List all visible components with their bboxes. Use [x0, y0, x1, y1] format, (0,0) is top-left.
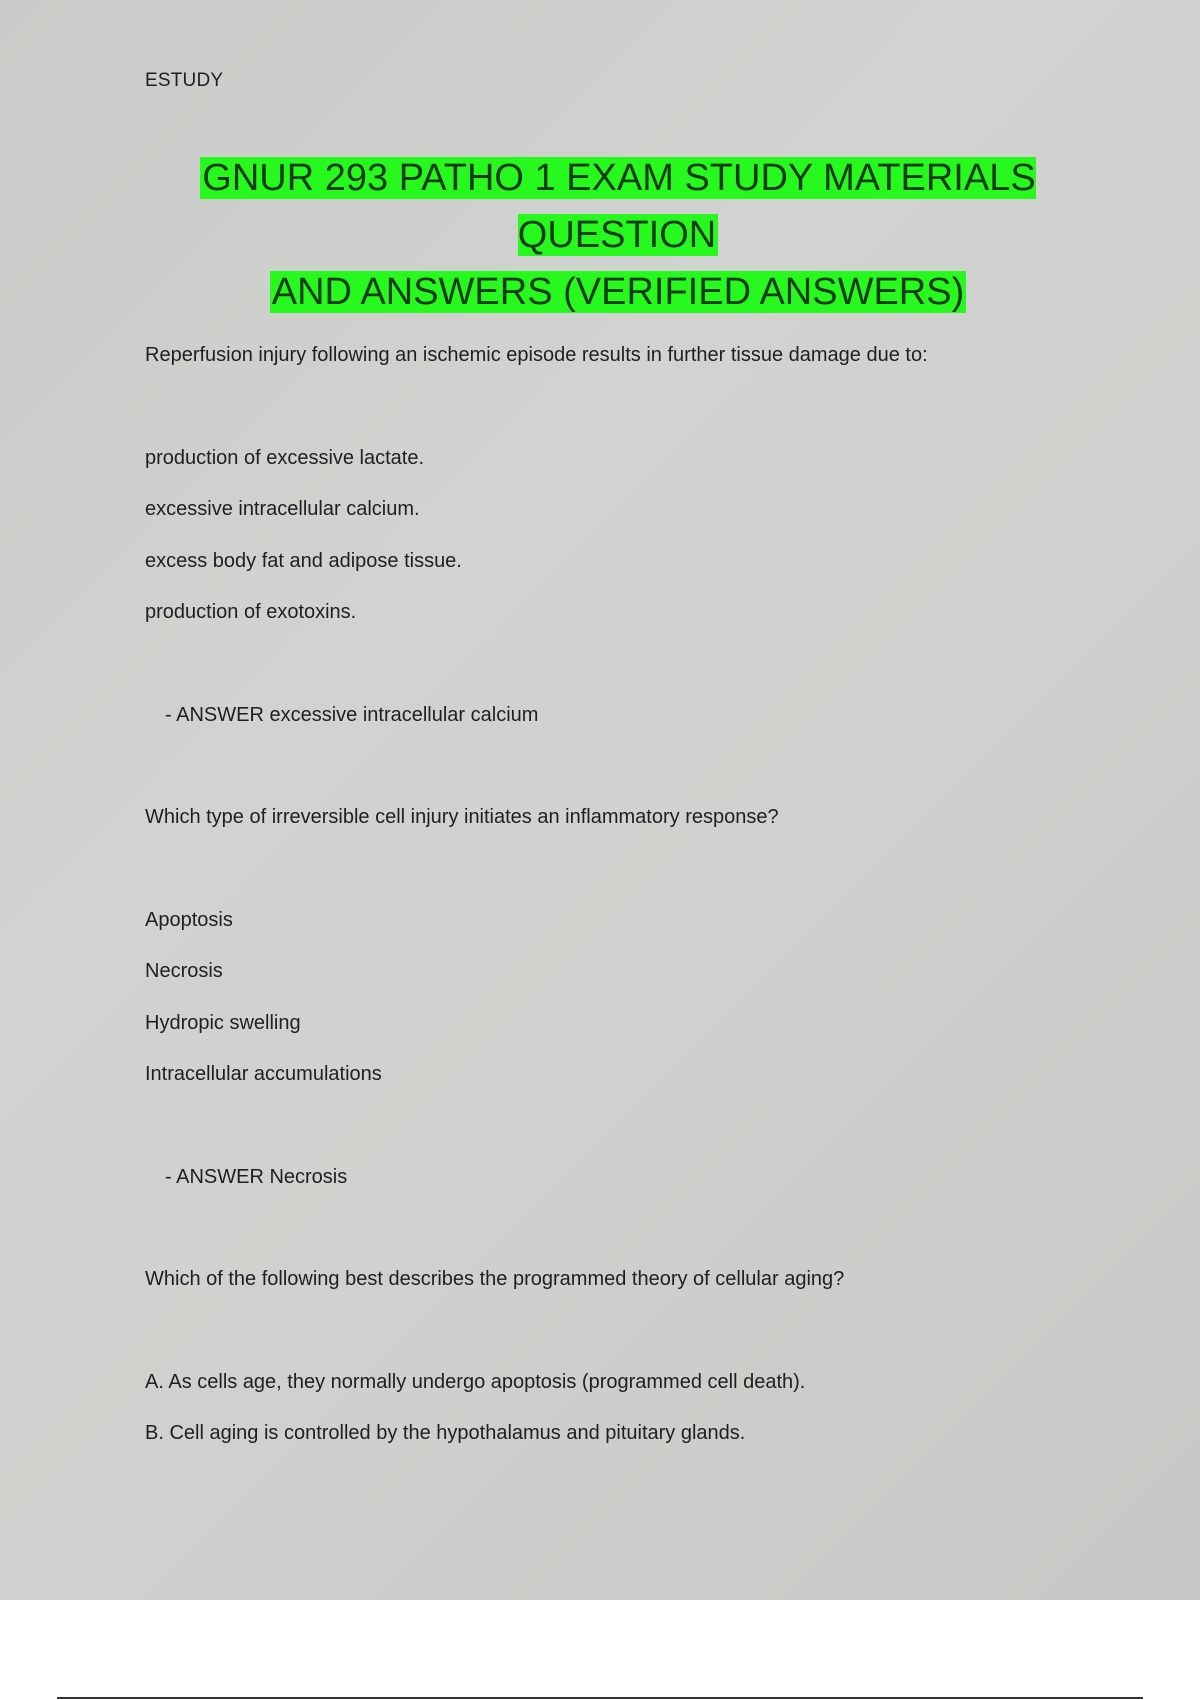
question-3-text: Which of the following best describes the programmed theory of cellular aging? [145, 1268, 845, 1290]
question-2-option-1: Apoptosis [145, 909, 233, 931]
document-header-label: ESTUDY [145, 70, 224, 91]
document-title [130, 150, 1106, 321]
question-2-option-4: Intracellular accumulations [145, 1063, 382, 1085]
question-2-option-2: Necrosis [145, 960, 223, 982]
question-2-answer: - ANSWER Necrosis [165, 1166, 348, 1188]
question-2-option-3: Hydropic swelling [145, 1012, 301, 1034]
question-1-option-2: excessive intracellular calcium. [145, 498, 420, 520]
question-2-text: Which type of irreversible cell injury initiates an inflammatory response? [145, 806, 779, 828]
question-1-text: Reperfusion injury following an ischemic episode results in further tissue damage due to: [145, 344, 928, 366]
question-1-option-3: excess body fat and adipose tissue. [145, 550, 462, 572]
question-3-option-b: B. Cell aging is controlled by the hypothalamus and pituitary glands. [145, 1422, 746, 1444]
question-1-option-1: production of excessive lactate. [145, 447, 425, 469]
title-line-1: GNUR 293 PATHO 1 EXAM STUDY MATERIALS QUESTION [202, 157, 1036, 256]
question-1-answer: - ANSWER excessive intracellular calcium [165, 704, 539, 726]
question-1-option-4: production of exotoxins. [145, 601, 357, 623]
title-line-2: AND ANSWERS (VERIFIED ANSWERS) [271, 271, 965, 313]
question-3-option-a: A. As cells age, they normally undergo apoptosis (programmed cell death). [145, 1371, 806, 1393]
footer-divider [57, 1697, 1143, 1699]
